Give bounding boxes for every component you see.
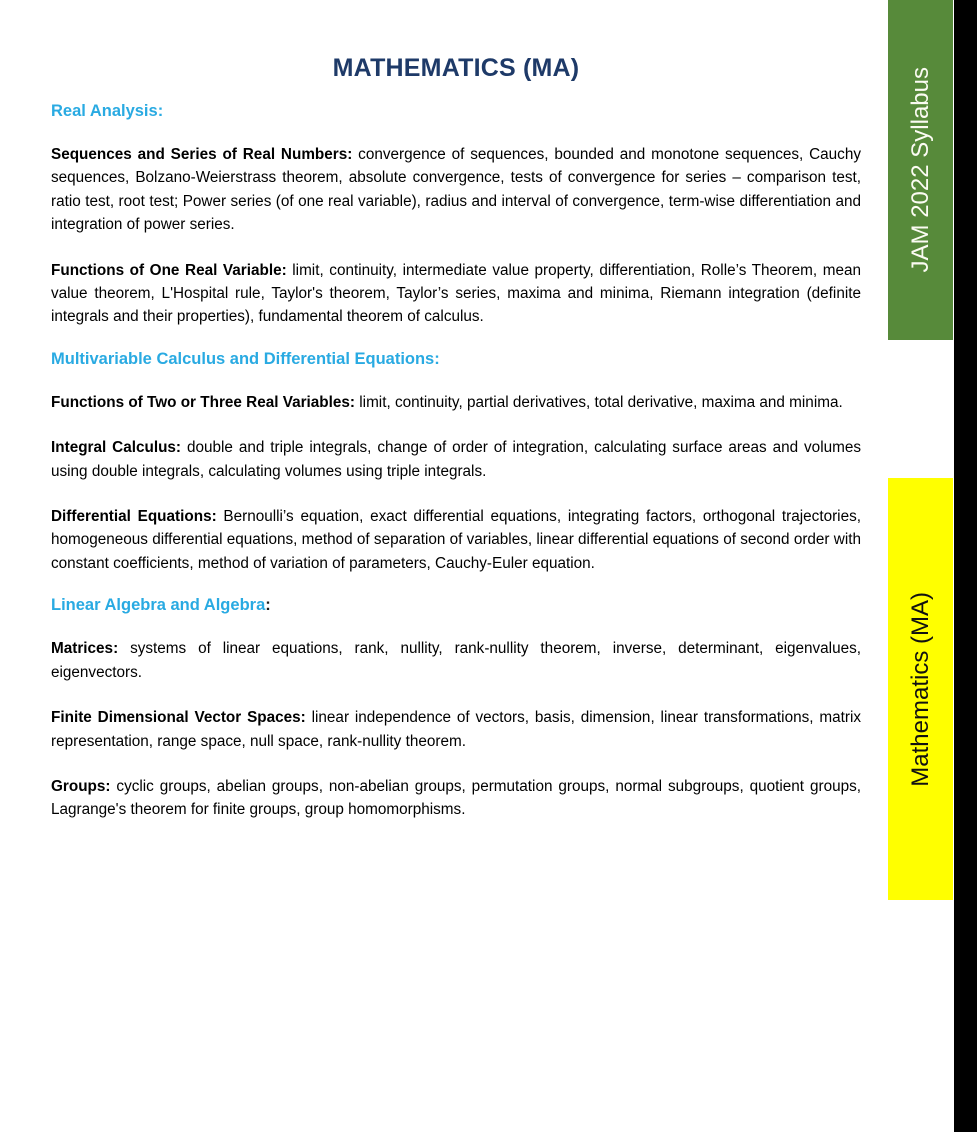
section-heading [51,596,861,615]
topic-paragraph [51,775,861,822]
yellow-banner-label: Mathematics (MA) [906,591,934,787]
topic-lead: Integral Calculus: [51,439,182,457]
section-heading-text: Real Analysis: [51,102,164,120]
topic-body: limit, continuity, partial derivatives, total derivative, maxima and minima. [355,393,843,411]
section-heading-text: Multivariable Calculus and Differential Equations: [51,349,440,368]
topic-lead: Groups: [51,777,111,795]
topic-lead: Finite Dimensional Vector Spaces: [51,709,306,727]
green-banner-label: JAM 2022 Syllabus [906,67,934,273]
page-title: MATHEMATICS (MA) [332,54,580,82]
topic-lead: Functions of Two or Three Real Variables: [51,393,356,411]
topic-paragraph [51,391,861,414]
section-heading [51,350,861,369]
topic-lead: Functions of One Real Variable: [51,261,287,279]
topic-body: convergence of sequences, bounded and monotone sequences, Cauchy sequences, Bolzano-Weierstrass theorem, absolute convergence, tests of convergence for series – comparison test, ratio test, root test; Power series (of one real variable), radius and interval of convergence, term-wise differentiation and integration of power series. [51,146,861,234]
topic-paragraph [51,143,861,237]
topic-paragraph [51,259,861,329]
mathematics-ma-banner [888,478,953,900]
black-edge-strip [954,0,977,1132]
topic-body: double and triple integrals, change of order of integration, calculating surface areas and volumes using double integrals, calculating volumes using triple integrals. [51,439,861,480]
topic-body: linear independence of vectors, basis, dimension, linear transformations, matrix representation, range space, null space, rank-nullity theorem. [51,709,861,750]
topic-body: limit, continuity, intermediate value property, differentiation, Rolle’s Theorem, mean value theorem, L'Hospital rule, Taylor's theorem, Taylor’s series, maxima and minima, Riemann integration (definite integrals and their properties), fundamental theorem of calculus. [51,261,861,326]
topic-body: Bernoulli’s equation, exact differential equations, integrating factors, orthogonal trajectories, homogeneous differential equations, method of separation of variables, linear differential equations of second order with constant coefficients, method of variation of parameters, Cauchy-Euler equation. [51,508,861,572]
topic-paragraph [51,436,861,483]
section-heading-text: Linear Algebra and Algebra [51,596,266,615]
document-content [51,0,861,822]
topic-body: systems of linear equations, rank, nullity, rank-nullity theorem, inverse, determinant, eigenvalues, eigenvectors. [51,640,861,681]
topic-lead: Differential Equations: [51,508,217,526]
topic-lead: Sequences and Series of Real Numbers: [51,146,353,163]
jam-2022-syllabus-banner [888,0,953,340]
topic-paragraph [51,505,861,575]
topic-body: cyclic groups, abelian groups, non-abelian groups, permutation groups, normal subgroups, quotient groups, Lagrange's theorem for finite groups, group homomorphisms. [51,777,861,819]
topic-lead: Matrices: [51,640,119,658]
topic-paragraph [51,706,861,753]
topic-paragraph [51,637,861,684]
section-heading-colon: : [265,596,271,615]
section-heading [51,102,861,121]
sections-container [51,102,861,822]
